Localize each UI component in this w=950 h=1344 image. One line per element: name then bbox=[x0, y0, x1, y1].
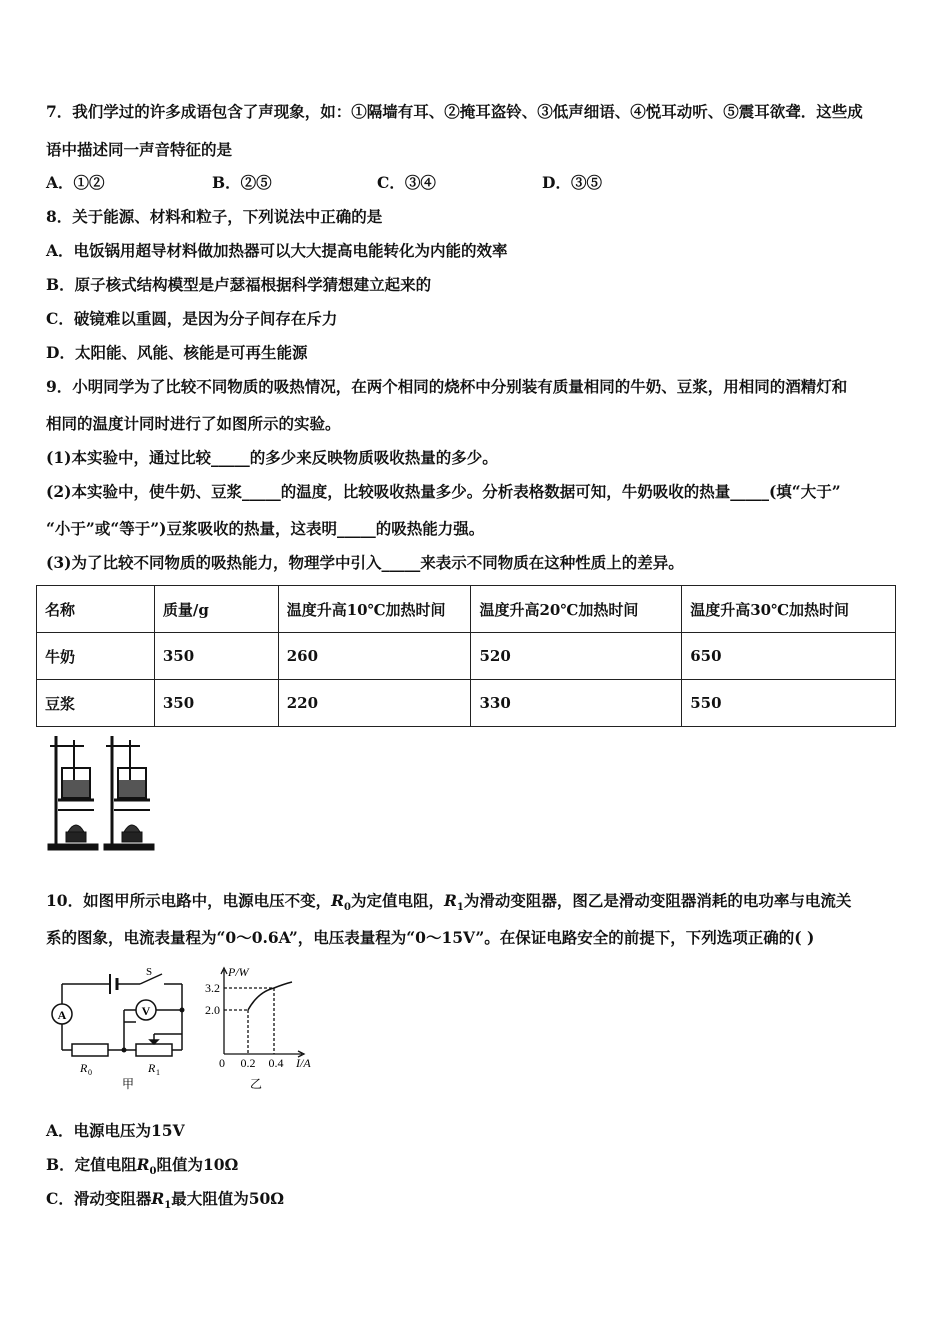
q7-stem-line1: 7．我们学过的许多成语包含了声现象，如：①隔墙有耳、②掩耳盗铃、③低声细语、④悦耳动听、⑤震耳欲聋．这些成 bbox=[46, 102, 863, 121]
q10-text: 为滑动变阻器，图乙是滑动变阻器消耗的电功率与电流关 bbox=[463, 891, 852, 910]
power-curve bbox=[248, 982, 292, 1010]
table-header-cell: 质量/g bbox=[154, 586, 278, 633]
q9-data-table bbox=[36, 585, 896, 727]
table-cell: 550 bbox=[682, 680, 896, 727]
r1-label-sub: 1 bbox=[156, 1068, 160, 1077]
table-header-row bbox=[37, 586, 896, 633]
q8-option-a[interactable]: A．电饭锅用超导材料做加热器可以大大提高电能转化为内能的效率 bbox=[46, 241, 508, 260]
r0-symbol: R bbox=[136, 1155, 150, 1174]
q7-option-d[interactable]: D．③⑤ bbox=[542, 173, 602, 192]
r1-symbol: R bbox=[443, 891, 457, 910]
x-tick-label: 0.4 bbox=[268, 1056, 284, 1070]
y-tick-label: 3.2 bbox=[205, 981, 220, 995]
heating-apparatus-figure bbox=[44, 732, 160, 854]
r0-subscript: 0 bbox=[343, 902, 351, 914]
switch-label: S bbox=[146, 966, 153, 978]
q8-option-b[interactable]: B．原子核式结构模型是卢瑟福根据科学猜想建立起来的 bbox=[46, 275, 432, 294]
r1-label: R bbox=[148, 1061, 156, 1075]
q10-option-b-text: B．定值电阻 bbox=[46, 1155, 137, 1174]
table-row bbox=[37, 680, 896, 727]
q10-stem-line2: 系的图象，电流表量程为“0～0.6A”，电压表量程为“0～15V”。在保证电路安全的前提下，下列选项正确的( ) bbox=[46, 928, 815, 947]
voltmeter-label: V bbox=[141, 1004, 151, 1018]
x-axis-label: I/A bbox=[296, 1056, 311, 1070]
circuit-diagram bbox=[44, 962, 194, 1092]
graph-caption: 乙 bbox=[250, 1077, 263, 1091]
q7-option-b[interactable]: B．②⑤ bbox=[212, 173, 272, 192]
r1-subscript: 1 bbox=[456, 902, 464, 914]
table-cell: 350 bbox=[154, 633, 278, 680]
q9-stem-line2: 相同的温度计同时进行了如图所示的实验。 bbox=[46, 414, 341, 433]
q10-option-b[interactable] bbox=[46, 1155, 238, 1182]
table-cell: 520 bbox=[471, 633, 682, 680]
apparatus-left bbox=[48, 736, 98, 850]
q10-option-c[interactable] bbox=[46, 1189, 284, 1216]
x-tick-label: 0 bbox=[219, 1056, 225, 1070]
r1-symbol: R bbox=[151, 1189, 165, 1208]
table-cell: 牛奶 bbox=[37, 633, 155, 680]
power-current-graph bbox=[198, 962, 326, 1092]
q10-text: 10．如图甲所示电路中，电源电压不变， bbox=[46, 891, 332, 910]
q10-option-b-text: 阻值为10Ω bbox=[156, 1155, 239, 1174]
q7-option-c[interactable]: C．③④ bbox=[377, 173, 436, 192]
table-cell: 豆浆 bbox=[37, 680, 155, 727]
r0-subscript: 0 bbox=[149, 1166, 157, 1178]
table-cell: 350 bbox=[154, 680, 278, 727]
q10-text: 为定值电阻， bbox=[350, 891, 444, 910]
q9-part2-line2: “小于”或“等于”)豆浆吸收的热量，这表明_____的吸热能力强。 bbox=[46, 519, 485, 538]
q9-stem-line1: 9．小明同学为了比较不同物质的吸热情况，在两个相同的烧杯中分别装有质量相同的牛奶、豆浆，用相同的酒精灯和 bbox=[46, 377, 848, 396]
table-header-cell: 温度升高10℃加热时间 bbox=[278, 586, 471, 633]
y-axis-label: P/W bbox=[228, 965, 249, 979]
q8-option-d[interactable]: D．太阳能、风能、核能是可再生能源 bbox=[46, 343, 308, 362]
r1-subscript: 1 bbox=[164, 1200, 172, 1212]
table-cell: 330 bbox=[471, 680, 682, 727]
q10-option-c-text: 最大阻值为50Ω bbox=[171, 1189, 285, 1208]
table-header-cell: 温度升高20℃加热时间 bbox=[471, 586, 682, 633]
table-header-cell: 名称 bbox=[37, 586, 155, 633]
r0-symbol: R bbox=[331, 891, 344, 910]
r0-label-sub: 0 bbox=[88, 1068, 92, 1077]
apparatus-right bbox=[104, 736, 154, 850]
q7-option-a[interactable]: A．①② bbox=[46, 173, 105, 192]
ammeter-label: A bbox=[57, 1008, 67, 1022]
table-row bbox=[37, 633, 896, 680]
q10-option-c-text: C．滑动变阻器 bbox=[46, 1189, 152, 1208]
q8-option-c[interactable]: C．破镜难以重圆，是因为分子间存在斥力 bbox=[46, 309, 338, 328]
table-cell: 220 bbox=[278, 680, 471, 727]
r0-label: R bbox=[80, 1061, 88, 1075]
q10-stem-line1 bbox=[46, 891, 851, 918]
y-tick-label: 2.0 bbox=[205, 1003, 220, 1017]
x-tick-label: 0.2 bbox=[240, 1056, 256, 1070]
q9-part2-line1: (2)本实验中，使牛奶、豆浆_____的温度，比较吸收热量多少。分析表格数据可知，牛奶吸收的热量_____(填“大于” bbox=[46, 482, 841, 501]
q7-stem-line2: 语中描述同一声音特征的是 bbox=[46, 140, 233, 159]
q10-option-a[interactable]: A．电源电压为15V bbox=[46, 1121, 185, 1140]
q8-stem: 8．关于能源、材料和粒子，下列说法中正确的是 bbox=[46, 207, 383, 226]
table-cell: 260 bbox=[278, 633, 471, 680]
q9-part3: (3)为了比较不同物质的吸热能力，物理学中引入_____来表示不同物质在这种性质上的差异。 bbox=[46, 553, 684, 572]
table-cell: 650 bbox=[682, 633, 896, 680]
q9-part1: (1)本实验中，通过比较_____的多少来反映物质吸收热量的多少。 bbox=[46, 448, 498, 467]
table-header-cell: 温度升高30℃加热时间 bbox=[682, 586, 896, 633]
circuit-caption: 甲 bbox=[122, 1077, 135, 1091]
